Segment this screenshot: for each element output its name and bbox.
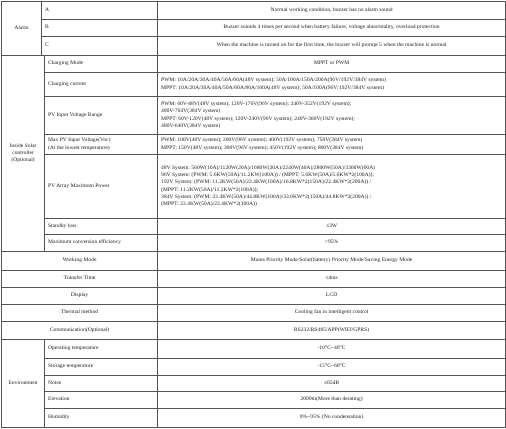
solar-controller-label — [2, 56, 45, 252]
charging-current-label: Charging current — [45, 73, 158, 97]
max-pv-voltage-value — [158, 135, 506, 155]
pv-input-voltage-line: 480V-704V(384V system) — [161, 108, 221, 115]
standby-loss-label: Standby loss — [45, 219, 158, 235]
transfer-time-label: Transfer Time — [2, 271, 158, 288]
communication-row — [2, 322, 506, 340]
elevation-value: 2000m(More than derating) — [158, 392, 506, 409]
max-efficiency-value: >95% — [158, 235, 506, 252]
alarm-label: Alarm — [2, 2, 42, 56]
alarm-value-a: Normal working condition, buzzer has no alarm sound — [158, 2, 506, 20]
pv-array-power-line: (MPPT: 11.2KW(50A)/11.2KW*2(100A)); — [161, 186, 259, 193]
working-mode-value: Mains Priority Mode/Solar(battery) Priority Mode/Saving Energy Mode — [158, 252, 506, 271]
pv-array-power-line: 384V System: (PWM: 22.4KW(50A)/44.8KW(100A)/33.6KW*2(150A)/44.8KW*2(200A)) / — [161, 193, 372, 200]
alarm-row-c — [2, 37, 506, 56]
specification-table — [1, 1, 506, 428]
pv-array-power-line: (MPPT: 22.4KW(50A)/22.4KW*2(100A)) — [161, 200, 257, 207]
alarm-code-a: A — [42, 2, 158, 20]
communication-value: RS232/RS485/APP(WIFI/GPRS) — [158, 322, 506, 340]
transfer-time-row — [2, 271, 506, 288]
pv-input-voltage-line: MPPT: 60V-120V(48V system); 120V-240V(96V system); 240V-360V(192V system); — [161, 115, 355, 122]
display-value: LCD — [158, 288, 506, 305]
alarm-code-b: B — [42, 20, 158, 37]
humidity-value: 0%~95% (No condensation) — [158, 409, 506, 428]
humidity-row — [2, 409, 506, 428]
solar-label-line: controller — [12, 149, 34, 156]
operating-temperature-value: -10°C~40°C — [158, 340, 506, 359]
standby-loss-row — [2, 219, 506, 235]
communication-label: Communication(Optional) — [2, 322, 158, 340]
working-mode-label: Working Mode — [2, 252, 158, 271]
alarm-row-a — [2, 2, 506, 20]
solar-label-line: (Optional) — [11, 157, 35, 164]
display-label: Display — [2, 288, 158, 305]
max-pv-voltage-row — [2, 135, 506, 155]
pv-array-power-line: 192V System: (PWM: 11.2KW(50A)/22.4KW(100A)/16.8KW*2(150A)/22.4KW*2(200A)) / — [161, 179, 372, 186]
max-pv-voltage-label-line: Max PV Input Voltage(Voc) — [48, 137, 111, 144]
max-pv-voltage-label-line: (At the lowest temperature) — [48, 144, 110, 151]
thermal-method-label: Thermal method — [2, 305, 158, 322]
alarm-value-b: Buzzer sounds 4 times per second when battery failure, voltage abnormality, overload protection — [158, 20, 506, 37]
charging-mode-value: MPPT or PWM — [158, 56, 506, 73]
max-efficiency-label: Maximum conversion efficiency — [45, 235, 158, 252]
pv-array-power-value — [158, 155, 506, 219]
max-efficiency-row — [2, 235, 506, 252]
charging-current-line: PWM: 10A/20A/30A/40A/50A/60A(48V system); 50A/100A/150A/200A(96V/192V/384V system) — [161, 77, 386, 84]
humidity-label: Humidity — [45, 409, 158, 428]
pv-array-power-row — [2, 155, 506, 219]
pv-input-voltage-label: PV Input Voltage Range — [45, 97, 158, 135]
elevation-label: Elevation — [45, 392, 158, 409]
pv-array-power-line: 48V System: 560W(10A)/1120W(20A)/1680W(30A)/2240W(40A)/2800W(50A)/3360W(60A) — [161, 165, 376, 172]
pv-input-voltage-line: PWM: 60V-88V(48V system); 120V-176V(96V system); 240V-352V(192V system); — [161, 101, 352, 108]
max-pv-voltage-line: PWM: 100V(48V system); 200V(96V system); 400V(192V system); 750V(384V system) — [161, 137, 363, 144]
alarm-row-b — [2, 20, 506, 37]
noise-value: ≤65dB — [158, 376, 506, 392]
pv-input-voltage-value — [158, 97, 506, 135]
charging-current-line: MPPT: 10A/20A/30A/40A/50A/60A/80A/100A(48V system); 50A/100A(96V/192V/384V system) — [161, 84, 384, 91]
thermal-method-value: Cooling fan in intelligent control — [158, 305, 506, 322]
operating-temperature-label: Operating temperature — [45, 340, 158, 359]
charging-mode-label: Charging Mode — [45, 56, 158, 73]
thermal-method-row — [2, 305, 506, 322]
pv-array-power-label: PV Array Maximum Power — [45, 155, 158, 219]
max-pv-voltage-label — [45, 135, 158, 155]
transfer-time-value: ≤4ms — [158, 271, 506, 288]
working-mode-row — [2, 252, 506, 271]
pv-input-voltage-line: 480V-640V(384V system) — [161, 122, 221, 129]
pv-array-power-line: 96V System: (PWM: 5.6KW(50A)/11.2KW(100A)) / (MPPT: 5.6KW(50A)/5.6KW*2(100A)); — [161, 172, 374, 179]
elevation-row — [2, 392, 506, 409]
alarm-code-c: C — [42, 37, 158, 56]
charging-current-value — [158, 73, 506, 97]
charging-current-row — [2, 73, 506, 97]
storage-temperature-row — [2, 359, 506, 376]
charging-mode-row — [2, 56, 506, 73]
display-row — [2, 288, 506, 305]
standby-loss-value: ≤3W — [158, 219, 506, 235]
pv-input-voltage-row — [2, 97, 506, 135]
storage-temperature-label: Storage temperature — [45, 359, 158, 376]
noise-label: Noise — [45, 376, 158, 392]
operating-temperature-row — [2, 340, 506, 359]
max-pv-voltage-line: MPPT: 150V(48V system); 300V(96V system); 450V(192V system); 800V(384V system) — [161, 144, 364, 151]
environment-label: Environment — [2, 340, 45, 428]
solar-label-line: Inside Solar — [9, 142, 37, 149]
alarm-value-c: When the machine is turned on for the first time, the buzzer will prompt 5 when the machine is normal — [158, 37, 506, 56]
storage-temperature-value: -15°C~60°C — [158, 359, 506, 376]
noise-row — [2, 376, 506, 392]
